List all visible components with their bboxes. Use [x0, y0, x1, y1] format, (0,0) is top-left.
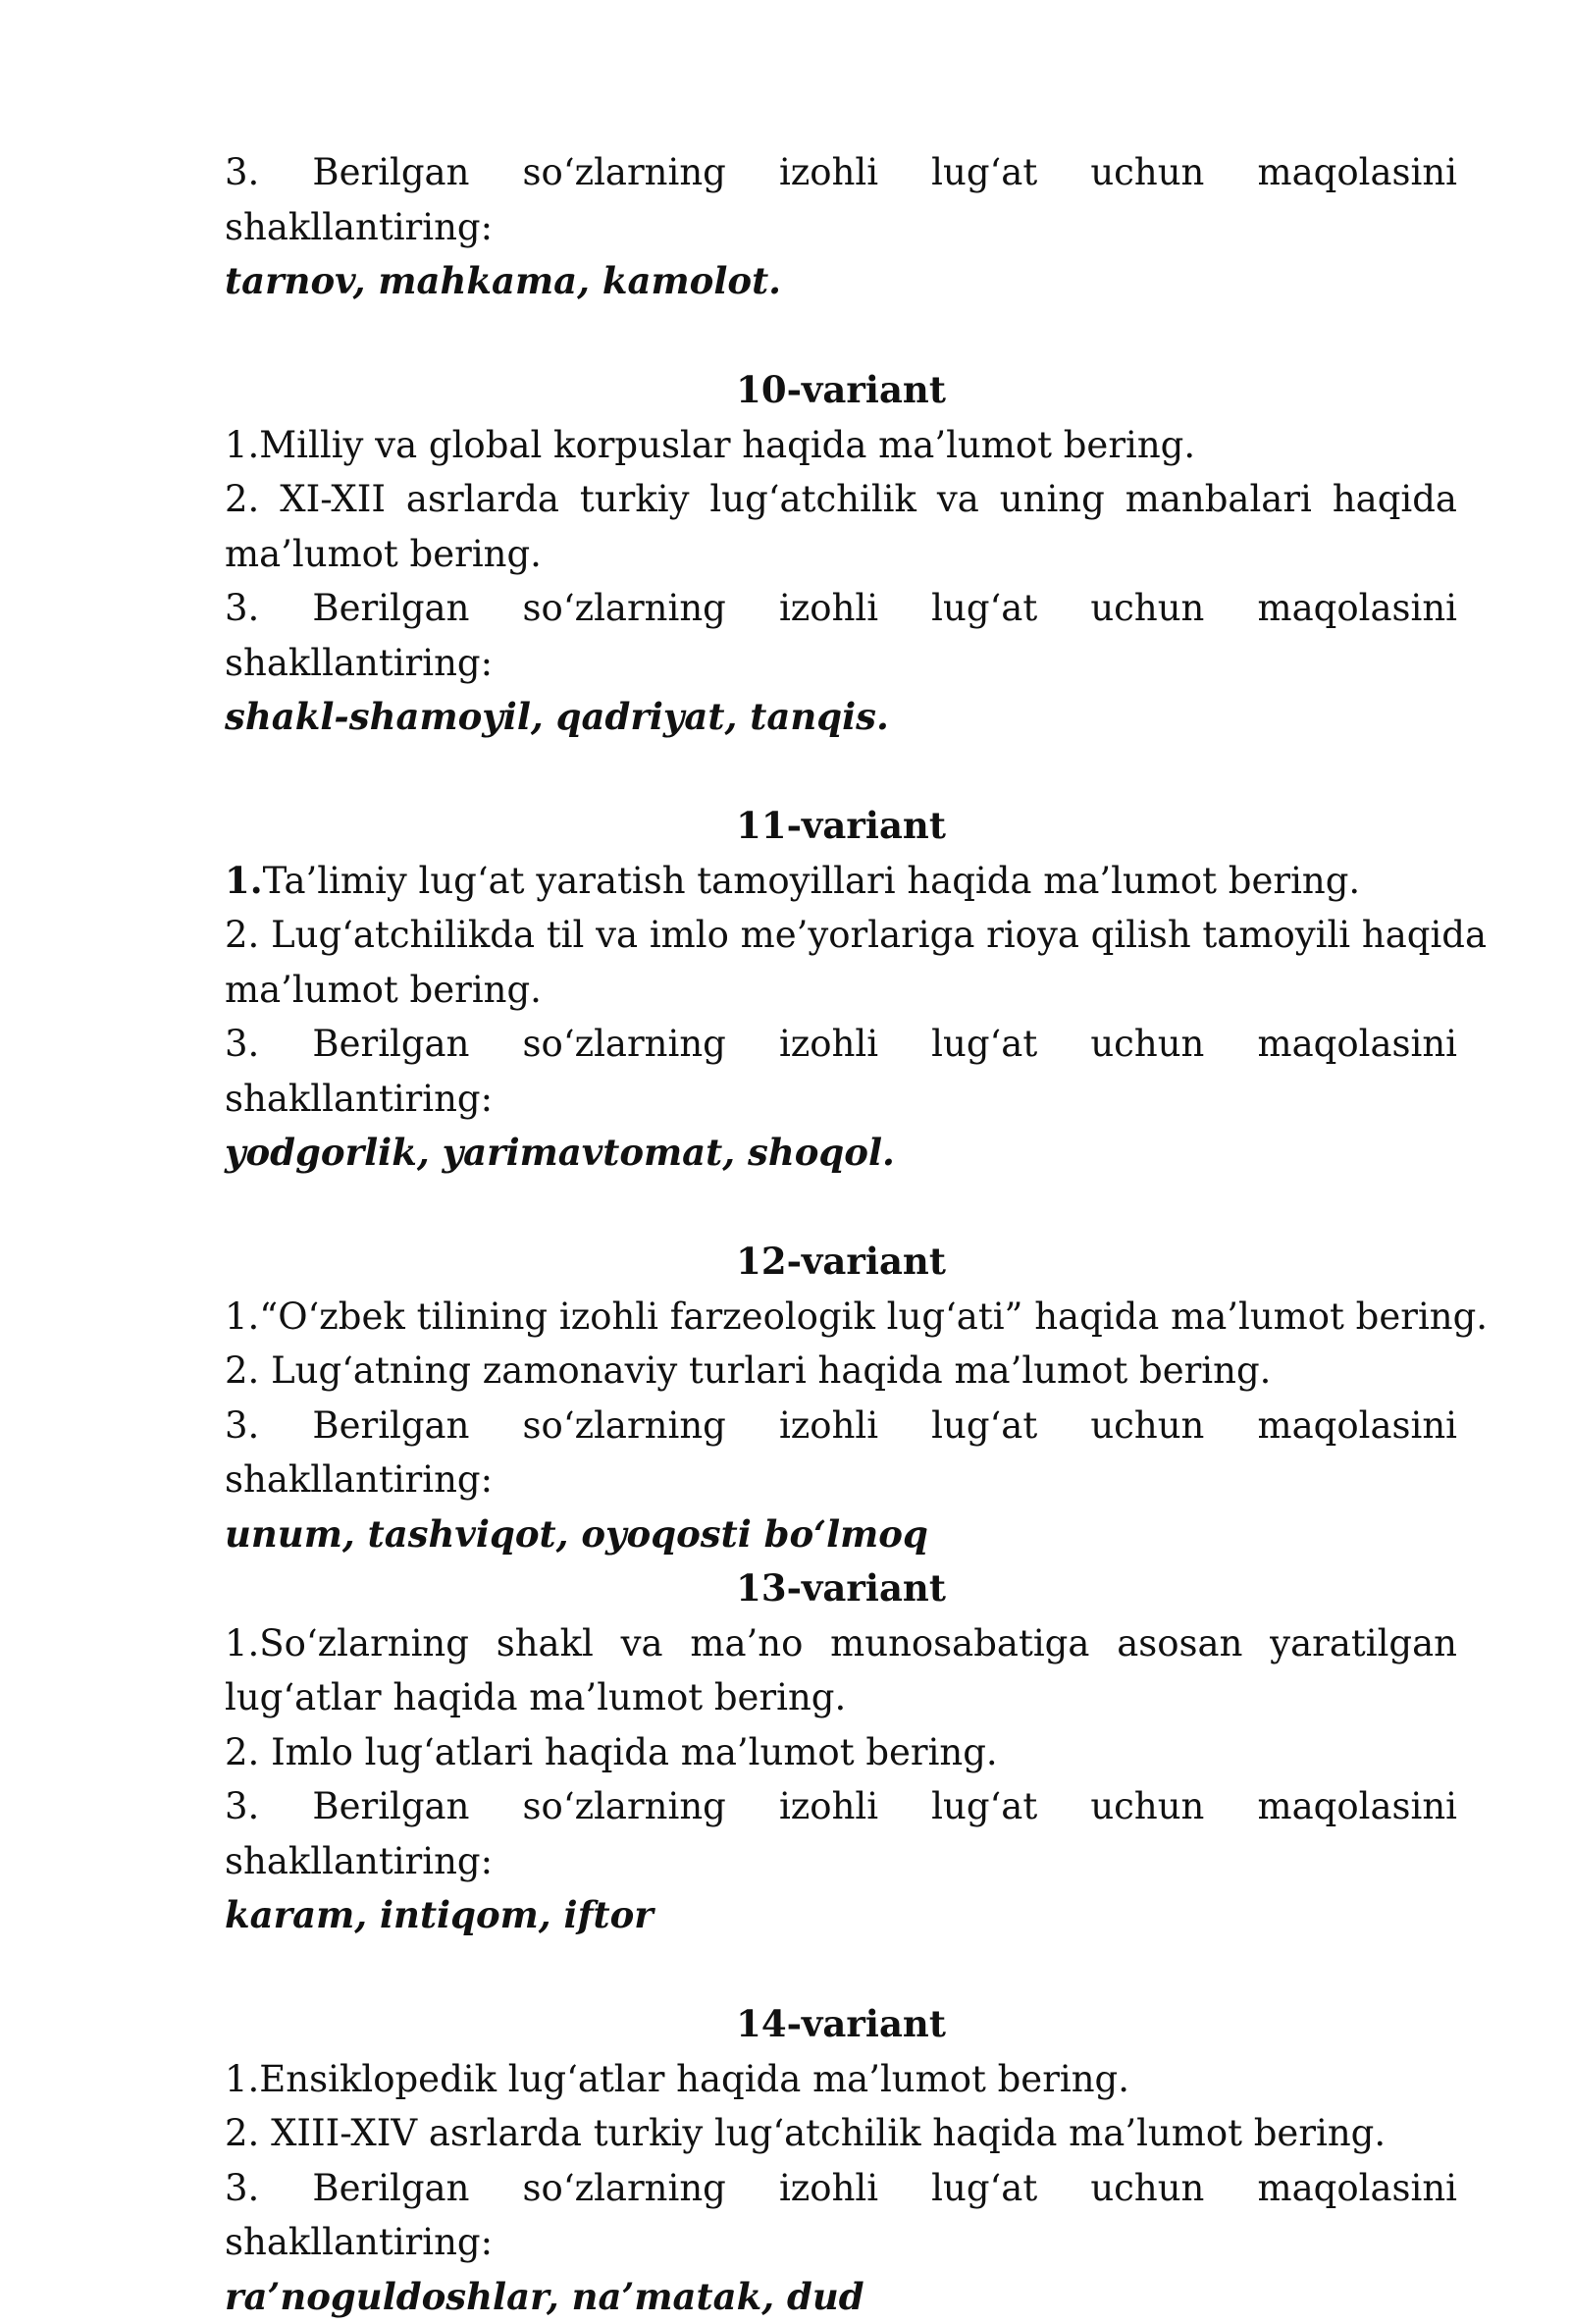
variant-12-title: 12-variant	[225, 1235, 1457, 1290]
variant-13-title: 13-variant	[225, 1561, 1457, 1616]
variant-12-words: unum, tashviqot, oyoqosti bo‘lmoq	[225, 1507, 1457, 1562]
variant-11-question-3: 3. Berilgan so‘zlarning izohli lug‘at uchun maqolasini shakllantiring:	[225, 1017, 1457, 1126]
variant-10-title: 10-variant	[225, 363, 1457, 418]
variant-11-words: yodgorlik, yarimavtomat, shoqol.	[225, 1126, 1457, 1181]
variant-11-question-1	[225, 854, 1457, 909]
variant-14-question-3: 3. Berilgan so‘zlarning izohli lug‘at uchun maqolasini shakllantiring:	[225, 2161, 1457, 2270]
variant-13-question-2: 2. Imlo lug‘atlari haqida ma’lumot bering.	[225, 1725, 1457, 1780]
intro-task-3: 3. Berilgan so‘zlarning izohli lug‘at uchun maqolasini shakllantiring:	[225, 145, 1457, 254]
variant-14-words: ra’noguldoshlar, na’matak, dud	[225, 2270, 1457, 2324]
variant-14-question-1: 1.Ensiklopedik lug‘atlar haqida ma’lumot bering.	[225, 2052, 1457, 2107]
spacer	[225, 745, 1457, 800]
variant-14-question-2: 2. XIII-XIV asrlarda turkiy lug‘atchilik haqida ma’lumot bering.	[225, 2106, 1457, 2161]
variant-13-question-3: 3. Berilgan so‘zlarning izohli lug‘at uchun maqolasini shakllantiring:	[225, 1779, 1457, 1888]
variant-14-title: 14-variant	[225, 1997, 1457, 2052]
variant-11-question-1-number: 1.	[225, 859, 263, 902]
variant-11-question-2: 2. Lug‘atchilikda til va imlo me’yorlariga rioya qilish tamoyili haqida	[225, 908, 1457, 963]
variant-13-question-1-cont: lug‘atlar haqida ma’lumot bering.	[225, 1670, 1457, 1725]
document-page	[225, 145, 1457, 2324]
intro-words: tarnov, mahkama, kamolot.	[225, 254, 1457, 309]
variant-11-title: 11-variant	[225, 799, 1457, 854]
variant-12-question-2: 2. Lug‘atning zamonaviy turlari haqida ma’lumot bering.	[225, 1344, 1457, 1399]
variant-13-words: karam, intiqom, iftor	[225, 1888, 1457, 1943]
spacer	[225, 1181, 1457, 1236]
variant-10-question-1: 1.Milliy va global korpuslar haqida ma’lumot bering.	[225, 418, 1457, 473]
spacer	[225, 309, 1457, 364]
variant-10-question-2: 2. XI-XII asrlarda turkiy lug‘atchilik va uning manbalari haqida	[225, 472, 1457, 527]
variant-11-question-1-text: Ta’limiy lug‘at yaratish tamoyillari haqida ma’lumot bering.	[263, 860, 1361, 902]
variant-12-question-1: 1.“O‘zbek tilining izohli farzeologik lug‘ati” haqida ma’lumot bering.	[225, 1290, 1457, 1345]
spacer	[225, 1943, 1457, 1998]
variant-11-question-2-cont: ma’lumot bering.	[225, 963, 1457, 1018]
variant-10-words: shakl-shamoyil, qadriyat, tanqis.	[225, 690, 1457, 745]
variant-10-question-2-cont: ma’lumot bering.	[225, 527, 1457, 582]
variant-12-question-3: 3. Berilgan so‘zlarning izohli lug‘at uchun maqolasini shakllantiring:	[225, 1399, 1457, 1507]
variant-13-question-1: 1.So‘zlarning shakl va ma’no munosabatiga asosan yaratilgan	[225, 1616, 1457, 1671]
variant-10-question-3: 3. Berilgan so‘zlarning izohli lug‘at uchun maqolasini shakllantiring:	[225, 581, 1457, 690]
